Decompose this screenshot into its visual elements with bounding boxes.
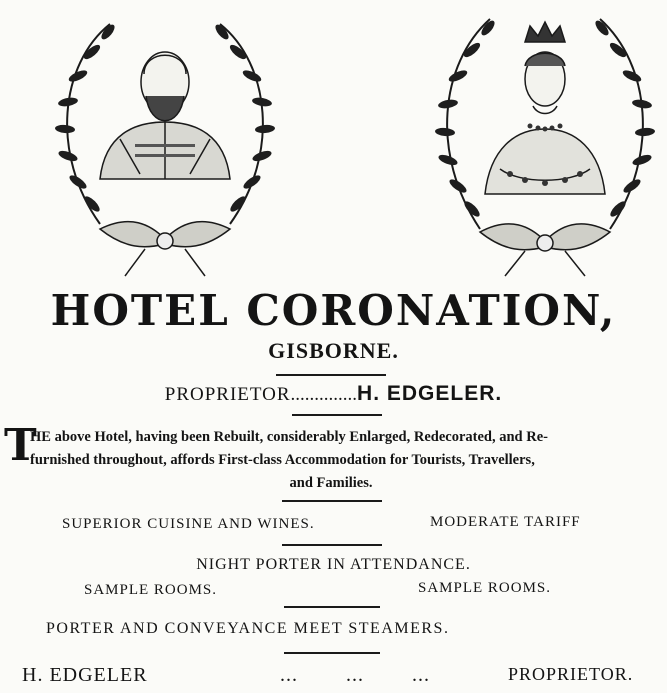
footer-dots: ... ... ...	[280, 664, 430, 686]
hotel-description	[30, 426, 662, 495]
night-porter-feature: NIGHT PORTER IN ATTENDANCE.	[196, 556, 471, 573]
divider-rule	[276, 374, 386, 376]
queen-portrait-engraving	[430, 4, 660, 284]
sample-rooms-left: SAMPLE ROOMS.	[84, 582, 218, 598]
proprietor-name: H. EDGELER.	[357, 382, 503, 405]
tariff-feature: MODERATE TARIFF	[430, 514, 581, 530]
footer-proprietor-title: PROPRIETOR.	[508, 664, 634, 684]
drop-cap-letter: T	[4, 420, 37, 471]
sample-rooms-right: SAMPLE ROOMS.	[418, 580, 552, 596]
hotel-name-heading: HOTEL CORONATION,	[50, 286, 617, 335]
king-portrait-engraving	[40, 4, 290, 284]
porter-conveyance-feature: PORTER AND CONVEYANCE MEET STEAMERS.	[46, 620, 450, 637]
proprietor-line	[0, 382, 667, 406]
description-line-2: furnished throughout, affords First-class Accommodation for Tourists, Travellers,	[30, 452, 535, 468]
divider-rule	[282, 544, 382, 546]
description-line-3: and Families.	[289, 475, 373, 491]
divider-rule	[282, 500, 382, 502]
divider-rule	[284, 652, 380, 654]
proprietor-label: PROPRIETOR	[164, 384, 291, 405]
divider-rule	[284, 606, 380, 608]
proprietor-dots: ..............	[290, 384, 358, 405]
cuisine-feature: SUPERIOR CUISINE AND WINES.	[62, 516, 315, 532]
footer-proprietor-name: H. EDGELER	[22, 664, 148, 686]
divider-rule	[292, 414, 382, 416]
town-name: GISBORNE.	[268, 338, 399, 363]
description-line-1: HE above Hotel, having been Rebuilt, considerably Enlarged, Redecorated, and Re-	[30, 429, 548, 445]
